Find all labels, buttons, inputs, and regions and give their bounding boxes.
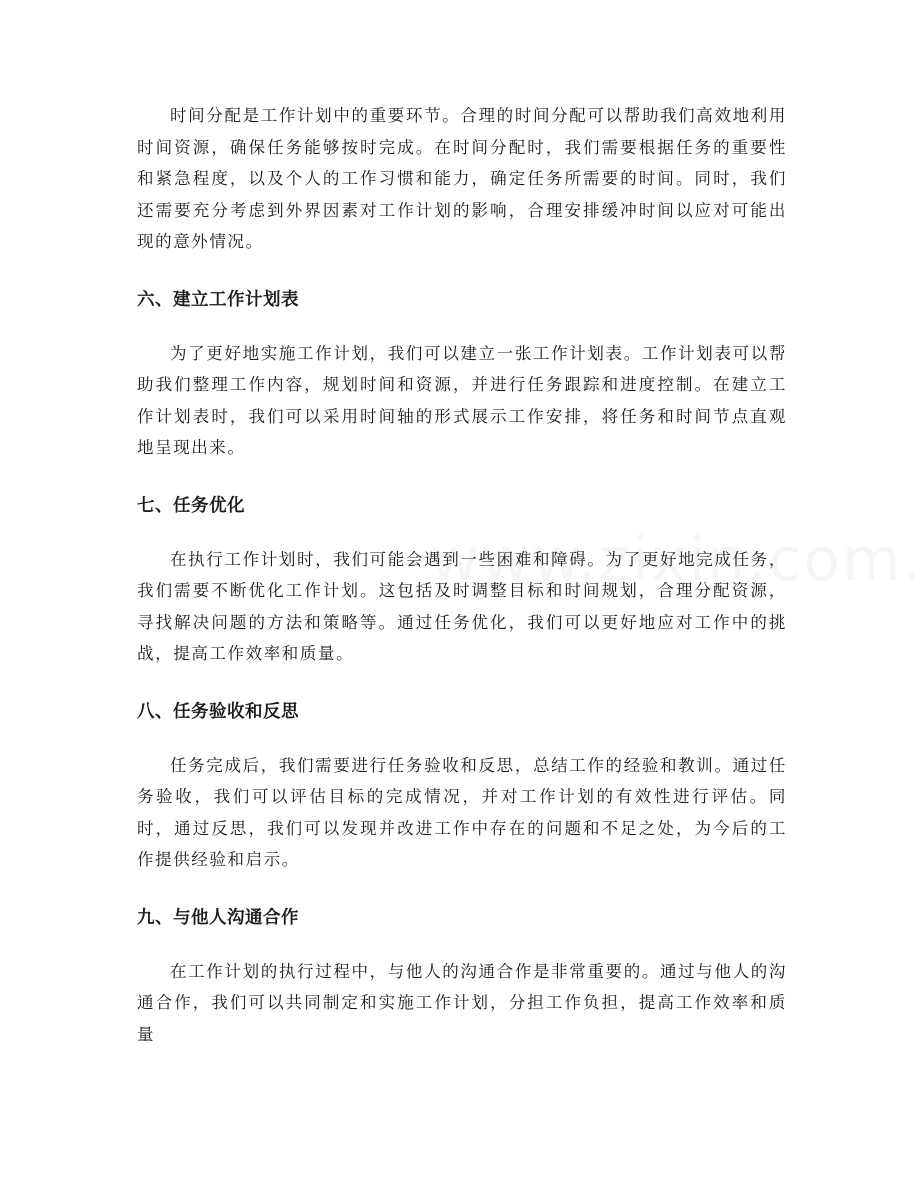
section-heading-7: 七、任务优化 — [137, 495, 245, 516]
section-paragraph-9: 在工作计划的执行过程中，与他人的沟通合作是非常重要的。通过与他人的沟通合作，我们可以共同制定和实施工作计划，分担工作负担，提高工作效率和质量 — [137, 961, 787, 1044]
section-paragraph-6: 为了更好地实施工作计划，我们可以建立一张工作计划表。工作计划表可以帮助我们整理工作内容，规划时间和资源，并进行任务跟踪和进度控制。在建立工作计划表时，我们可以采用时间轴的形式展示工作安排，将任务和时间节点直观地呈现出来。 — [137, 343, 787, 457]
intro-paragraph: 时间分配是工作计划中的重要环节。合理的时间分配可以帮助我们高效地利用时间资源，确保任务能够按时完成。在时间分配时，我们需要根据任务的重要性和紧急程度，以及个人的工作习惯和能力，确定任务所需要的时间。同时，我们还需要充分考虑到外界因素对工作计划的影响，合理安排缓冲时间以应对可能出现的意外情况。 — [137, 106, 787, 251]
section-heading-6: 六、建立工作计划表 — [137, 289, 299, 310]
section-paragraph-7: 在执行工作计划时，我们可能会遇到一些困难和障碍。为了更好地完成任务，我们需要不断优化工作计划。这包括及时调整目标和时间规划，合理分配资源，寻找解决问题的方法和策略等。通过任务优化，我们可以更好地应对工作中的挑战，提高工作效率和质量。 — [137, 549, 787, 663]
section-heading-8: 八、任务验收和反思 — [137, 701, 299, 722]
section-paragraph-8: 任务完成后，我们需要进行任务验收和反思，总结工作的经验和教训。通过任务验收，我们可以评估目标的完成情况，并对工作计划的有效性进行评估。同时，通过反思，我们可以发现并改进工作中存在的问题和不足之处，为今后的工作提供经验和启示。 — [137, 755, 787, 869]
section-heading-9: 九、与他人沟通合作 — [137, 907, 299, 928]
document-body — [137, 100, 787, 1050]
